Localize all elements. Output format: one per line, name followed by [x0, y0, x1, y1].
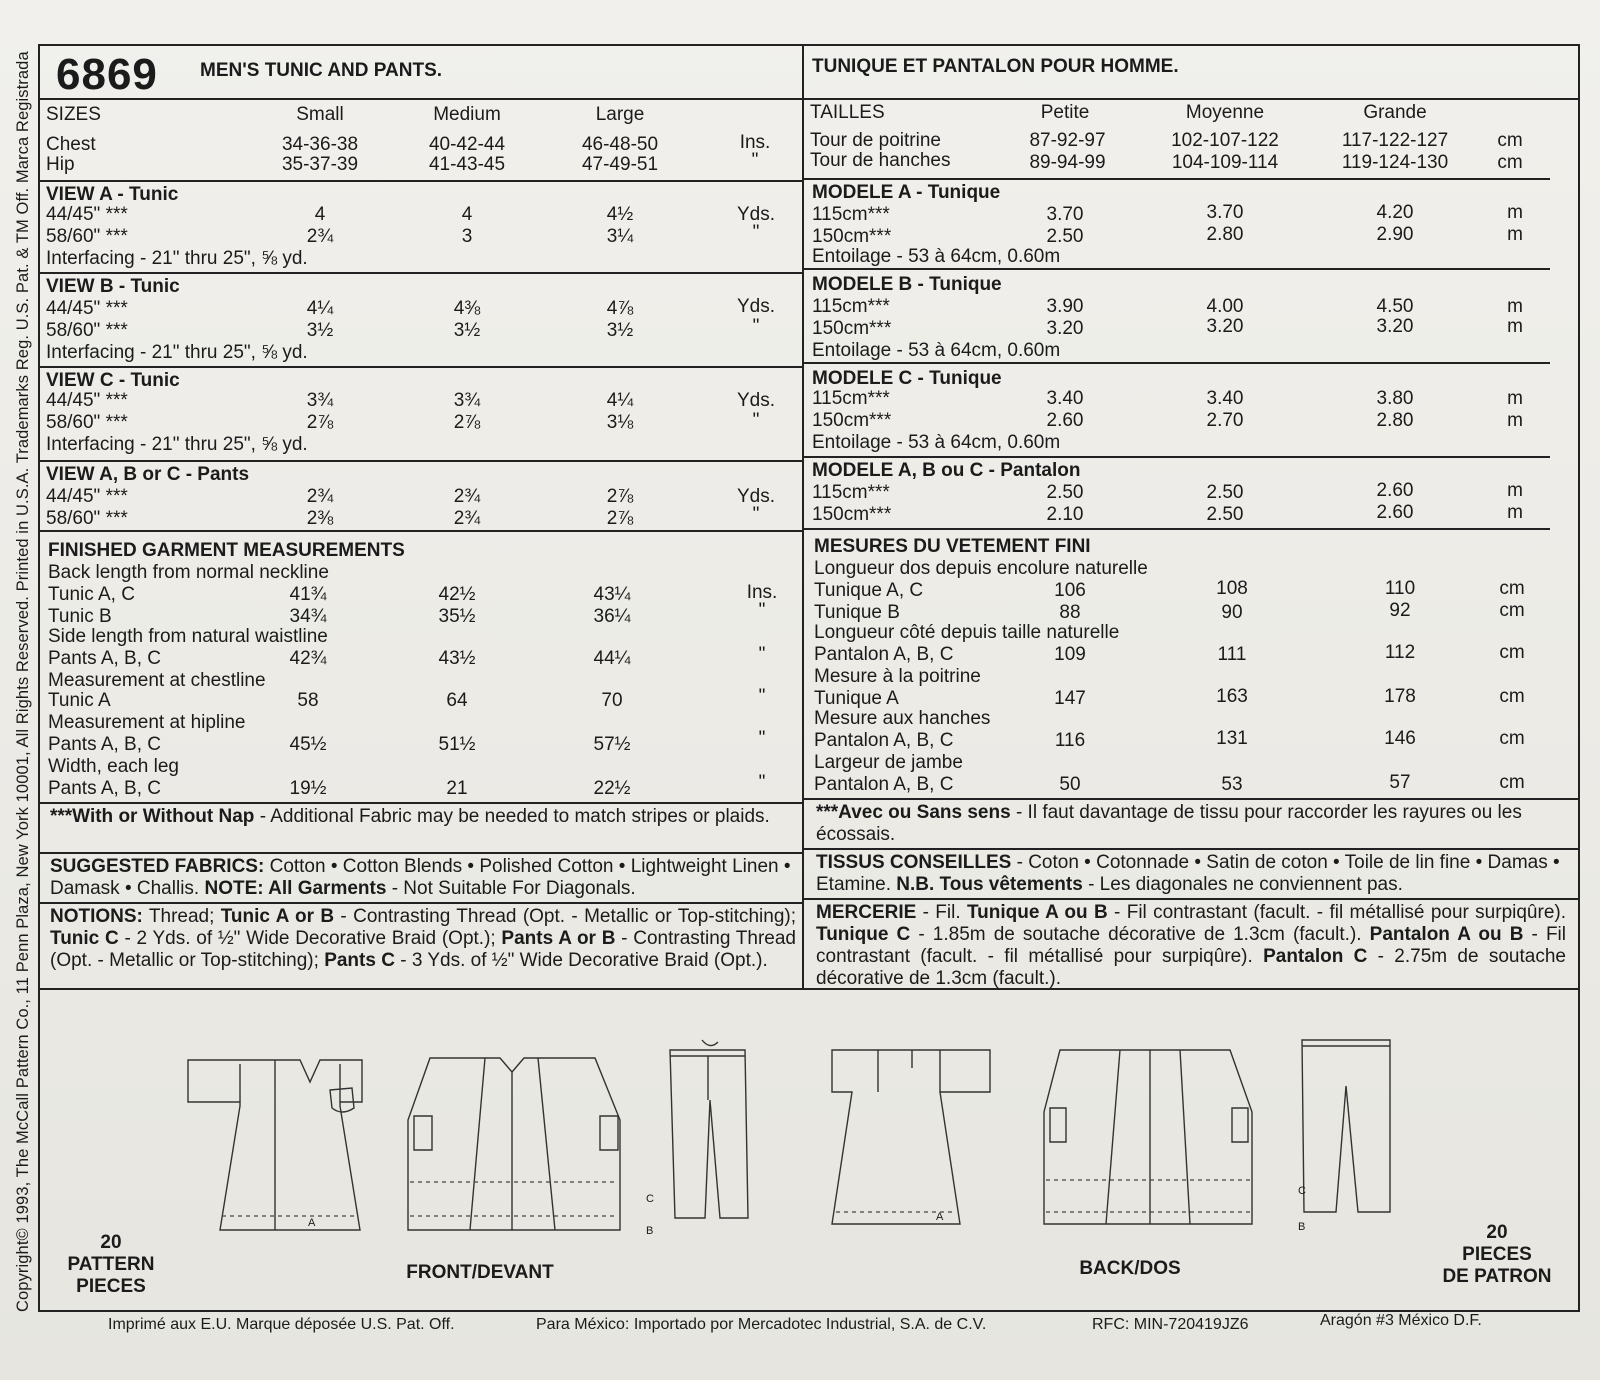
view-title: MODELE A, B ou C - Pantalon	[812, 460, 1081, 481]
cell: 104-109-114	[1171, 152, 1279, 173]
unit: Ins.	[739, 132, 771, 153]
size-col-petite: Petite	[1040, 102, 1090, 123]
cell: 4⅞	[606, 298, 634, 319]
cell: 22½	[593, 778, 631, 799]
measure-label: Measurement at hipline	[48, 712, 246, 733]
footer-importer: Para México: Importado por Mercadotec Industrial, S.A. de C.V.	[536, 1316, 987, 1333]
cell: 2¾	[306, 486, 334, 507]
unit: "	[758, 644, 766, 665]
cell: 43¼	[593, 584, 631, 605]
unit: cm	[1499, 686, 1525, 707]
view-title: VIEW A - Tunic	[46, 184, 179, 205]
cell: 109	[1054, 644, 1086, 665]
row-label: 44/45" ***	[46, 204, 128, 225]
cell: 3¾	[453, 390, 481, 411]
notions-sub: Tunic C	[50, 928, 119, 949]
row-label: Tunic B	[48, 606, 112, 627]
cell: 57½	[593, 734, 631, 755]
cell: 3.90	[1046, 296, 1084, 317]
unit: m	[1507, 202, 1523, 223]
sizes-label-fr: TAILLES	[810, 102, 885, 123]
unit: m	[1507, 410, 1523, 431]
view-title: MODELE B - Tunique	[812, 274, 1002, 295]
cell: 40-42-44	[428, 134, 506, 155]
footer-imprime: Imprimé aux E.U. Marque déposée U.S. Pat. Off.	[108, 1316, 455, 1333]
notions-heading: MERCERIE	[816, 902, 917, 923]
view-mark-b: B	[646, 1225, 654, 1237]
unit: m	[1507, 502, 1523, 523]
cell: 47-49-51	[581, 154, 659, 175]
cell: 3.20	[1206, 316, 1244, 337]
cell: 3½	[453, 320, 481, 341]
row-label: Pants A, B, C	[48, 778, 161, 799]
cell: 2⅞	[306, 412, 334, 433]
rule	[40, 180, 802, 182]
unit: "	[752, 222, 760, 243]
pieces-label: PIECES	[76, 1276, 146, 1297]
cell: 50	[1059, 774, 1081, 795]
cell: 34¾	[289, 606, 327, 627]
cell: 3	[461, 226, 473, 247]
cell: 41-43-45	[428, 154, 506, 175]
cell: 4¼	[306, 298, 334, 319]
interfacing-note: Interfacing - 21" thru 25", ⅝ yd.	[46, 342, 308, 363]
cell: 70	[601, 690, 623, 711]
row-label: 115cm***	[812, 388, 890, 409]
fabrics-note-text: - Not Suitable For Diagonals.	[386, 878, 636, 899]
unit: m	[1507, 316, 1523, 337]
rule	[804, 528, 1550, 530]
notions-text: - 3 Yds. of ½" Wide Decorative Braid (Opt.).	[394, 950, 768, 971]
view-title: MODELE C - Tunique	[812, 368, 1002, 389]
unit: "	[751, 150, 759, 171]
cell: 3½	[306, 320, 334, 341]
row-label: 150cm***	[812, 318, 892, 339]
cell: 4⅜	[453, 298, 481, 319]
row-label: 44/45" ***	[46, 298, 128, 319]
cell: 2.50	[1206, 482, 1244, 503]
cell: 3⅛	[606, 412, 634, 433]
cell: 2.60	[1046, 410, 1084, 431]
row-label: Tunic A	[48, 690, 111, 711]
size-col-moyenne: Moyenne	[1185, 102, 1265, 123]
view-title: VIEW C - Tunic	[46, 370, 180, 391]
footer-rfc: RFC: MIN-720419JZ6	[1092, 1316, 1249, 1333]
copyright-vertical-text: Copyright© 1993, The McCall Pattern Co., 11 Penn Plaza, New York 10001, All Rights Reserved. Printed in U.S.A. Trademarks Reg. U.S. Pat. & TM Off. Marca Registrada	[14, 51, 32, 1312]
cell: 53	[1221, 774, 1243, 795]
measure-label: Measurement at chestline	[48, 670, 266, 691]
cell: 102-107-122	[1171, 130, 1279, 151]
cell: 2¾	[453, 486, 481, 507]
nap-text: - Additional Fabric may be needed to match stripes or plaids.	[254, 806, 770, 827]
row-label: 58/60" ***	[46, 320, 128, 341]
row-label: 150cm***	[812, 504, 892, 525]
cell: 2.50	[1046, 482, 1084, 503]
column-divider	[802, 44, 804, 988]
cell: 3¾	[306, 390, 334, 411]
row-label: Pantalon A, B, C	[814, 644, 954, 665]
cell: 116	[1054, 730, 1086, 751]
cell: 106	[1054, 580, 1086, 601]
size-col-small: Small	[296, 104, 344, 125]
cell: 2.50	[1046, 226, 1084, 247]
row-label: 58/60" ***	[46, 412, 128, 433]
view-mark-c-back: C	[1298, 1185, 1306, 1197]
unit: Yds.	[736, 390, 776, 411]
notions-text: - 2 Yds. of ½" Wide Decorative Braid (Opt.);	[118, 928, 502, 949]
unit: "	[752, 316, 760, 337]
unit: cm	[1499, 772, 1525, 793]
cell: 92	[1389, 600, 1411, 621]
measure-label: Longueur dos depuis encolure naturelle	[814, 558, 1148, 579]
row-label: Pantalon A, B, C	[814, 774, 954, 795]
nap-heading: ***With or Without Nap	[50, 806, 255, 827]
row-label: Tour de poitrine	[810, 130, 941, 151]
pattern-pieces-fr	[1432, 1222, 1562, 1288]
cell: 35½	[438, 606, 476, 627]
notions-text: - Fil.	[916, 902, 967, 923]
front-pants-drawing	[670, 1040, 748, 1218]
cell: 3.20	[1376, 316, 1414, 337]
row-label: 150cm***	[812, 226, 892, 247]
unit: cm	[1499, 600, 1525, 621]
cell: 34-36-38	[281, 134, 359, 155]
rule	[40, 272, 802, 274]
rule	[40, 530, 802, 532]
cell: 2¾	[453, 508, 481, 529]
cell: 4¼	[606, 390, 634, 411]
cell: 2.60	[1376, 480, 1414, 501]
notions-sub: Pants C	[324, 950, 395, 971]
view-mark-b-back: B	[1298, 1221, 1306, 1233]
view-title: VIEW A, B or C - Pants	[46, 464, 250, 485]
unit: "	[752, 410, 760, 431]
cell: 3.20	[1046, 318, 1084, 339]
nap-note-en	[50, 806, 796, 828]
back-tunic-b-drawing	[1044, 1050, 1252, 1224]
pieces-count: 20	[100, 1232, 122, 1253]
cell: 2.60	[1376, 502, 1414, 523]
rule	[804, 268, 1550, 270]
cell: 178	[1384, 686, 1416, 707]
technical-drawings	[40, 990, 1580, 1310]
fabrics-text: - Coton • Cotonnade • Satin de coton • Toile de lin fine • Damas • Etamine.	[816, 852, 1560, 895]
notions-sub: Tunic A or B	[220, 906, 335, 927]
cell: 2⅜	[306, 508, 334, 529]
cell: 4	[461, 204, 473, 225]
front-tunic-b-drawing	[408, 1058, 620, 1230]
cell: 2.80	[1376, 410, 1414, 431]
rule	[40, 902, 802, 904]
interfacing-note: Interfacing - 21" thru 25", ⅝ yd.	[46, 248, 308, 269]
cell: 2.70	[1206, 410, 1244, 431]
notions-text: - 1.85m de soutache décorative de 1.3cm (facult.).	[910, 924, 1370, 945]
unit: Yds.	[736, 204, 776, 225]
pattern-pieces-en	[56, 1232, 166, 1298]
unit: "	[758, 600, 766, 621]
notions-heading: NOTIONS:	[50, 906, 143, 927]
cell: 147	[1054, 688, 1086, 709]
cell: 131	[1216, 728, 1248, 749]
fabrics-note-text: - Les diagonales ne conviennent pas.	[1082, 874, 1403, 895]
rule	[40, 802, 802, 804]
rule	[40, 852, 802, 854]
row-label: Tunique A, C	[814, 580, 924, 601]
unit: cm	[1499, 728, 1525, 749]
front-devant-label: FRONT/DEVANT	[406, 1262, 554, 1283]
cell: 90	[1221, 602, 1243, 623]
cell: 146	[1384, 728, 1416, 749]
unit: "	[758, 772, 766, 793]
unit: cm	[1499, 578, 1525, 599]
entoilage-note: Entoilage - 53 à 64cm, 0.60m	[812, 340, 1061, 361]
interfacing-note: Interfacing - 21" thru 25", ⅝ yd.	[46, 434, 308, 455]
view-mark-c: C	[646, 1193, 654, 1205]
cell: 4	[314, 204, 326, 225]
rule	[804, 898, 1580, 900]
rule	[804, 456, 1550, 458]
measure-label: Back length from normal neckline	[48, 562, 329, 583]
view-mark-a-back: A	[936, 1211, 944, 1223]
fabrics-note-heading: N.B. Tous vêtements	[896, 874, 1083, 895]
row-label: Tunique A	[814, 688, 899, 709]
unit: "	[752, 504, 760, 525]
back-pants-drawing	[1302, 1040, 1390, 1212]
pieces-label: DE PATRON	[1442, 1266, 1552, 1287]
cell: 3.40	[1046, 388, 1084, 409]
cell: 111	[1217, 644, 1247, 665]
title-french: TUNIQUE ET PANTALON POUR HOMME.	[812, 56, 1179, 77]
row-label: 115cm***	[812, 204, 890, 225]
row-label: Chest	[46, 134, 96, 155]
footer-address: Aragón #3 México D.F.	[1320, 1312, 1482, 1329]
rule	[804, 178, 1550, 180]
pattern-number: 6869	[56, 50, 158, 99]
cell: 44¼	[593, 648, 631, 669]
cell: 43½	[438, 648, 476, 669]
cell: 41¾	[289, 584, 327, 605]
cell: 42¾	[289, 648, 327, 669]
cell: 2¾	[306, 226, 334, 247]
cell: 64	[446, 690, 468, 711]
row-label: Pants A, B, C	[48, 648, 161, 669]
unit: "	[758, 686, 766, 707]
notions-text: - 2.75m de soutache décorative de 1.3cm (facult.).	[816, 946, 1566, 989]
cell: 88	[1059, 602, 1081, 623]
unit: m	[1507, 224, 1523, 245]
cell: 4.00	[1206, 296, 1244, 317]
section-title: MESURES DU VETEMENT FINI	[814, 536, 1091, 557]
cell: 2.50	[1206, 504, 1244, 525]
view-title: VIEW B - Tunic	[46, 276, 180, 297]
entoilage-note: Entoilage - 53 à 64cm, 0.60m	[812, 246, 1061, 267]
header-rule	[40, 98, 1580, 100]
notions-sub: Tunique C	[816, 924, 911, 945]
unit: Ins.	[746, 582, 778, 603]
view-mark-a: A	[308, 1217, 316, 1229]
cell: 110	[1384, 578, 1416, 599]
cell: 46-48-50	[581, 134, 659, 155]
cell: 4½	[606, 204, 634, 225]
size-col-grande: Grande	[1363, 102, 1427, 123]
unit: "	[758, 728, 766, 749]
suggested-fabrics-en	[50, 856, 800, 900]
cell: 58	[297, 690, 319, 711]
size-col-large: Large	[595, 104, 645, 125]
cell: 89-94-99	[1029, 152, 1106, 173]
row-label: 115cm***	[812, 482, 890, 503]
cell: 35-37-39	[281, 154, 359, 175]
measure-label: Mesure à la poitrine	[814, 666, 981, 687]
rule	[40, 366, 802, 368]
suggested-fabrics-fr	[816, 852, 1566, 896]
cell: 51½	[438, 734, 476, 755]
row-label: Pantalon A, B, C	[814, 730, 954, 751]
cell: 108	[1216, 578, 1248, 599]
unit: Yds.	[736, 296, 776, 317]
cell: 87-92-97	[1029, 130, 1106, 151]
cell: 2⅞	[606, 486, 634, 507]
notions-sub: Pantalon A ou B	[1369, 924, 1524, 945]
pieces-count: 20	[1486, 1222, 1508, 1243]
notions-sub: Tunique A ou B	[966, 902, 1108, 923]
unit: m	[1507, 480, 1523, 501]
notions-text: - Contrasting Thread (Opt. - Metallic or Top-stitching);	[334, 906, 797, 927]
cell: 112	[1384, 642, 1416, 663]
entoilage-note: Entoilage - 53 à 64cm, 0.60m	[812, 432, 1061, 453]
section-title: FINISHED GARMENT MEASUREMENTS	[48, 540, 405, 561]
unit: cm	[1497, 130, 1523, 151]
row-label: Tunique B	[814, 602, 900, 623]
notions-text: - Fil contrastant (facult. - fil métallisé pour surpiqûre).	[816, 924, 1566, 967]
title-english: MEN'S TUNIC AND PANTS.	[200, 60, 443, 81]
cell: 2.90	[1376, 224, 1414, 245]
measure-label: Mesure aux hanches	[814, 708, 991, 729]
cell: 3¼	[606, 226, 634, 247]
notions-text: Thread;	[142, 906, 221, 927]
row-label: 58/60" ***	[46, 508, 128, 529]
cell: 3.80	[1376, 388, 1414, 409]
cell: 4.20	[1376, 202, 1414, 223]
cell: 45½	[289, 734, 327, 755]
measure-label: Side length from natural waistline	[48, 626, 328, 647]
cell: 3½	[606, 320, 634, 341]
row-label: 58/60" ***	[46, 226, 128, 247]
notions-text: - Contrasting Thread (Opt. - Metallic or Top-stitching);	[50, 928, 796, 971]
back-tunic-a-drawing	[832, 1050, 990, 1224]
nap-heading: ***Avec ou Sans sens	[816, 802, 1011, 823]
row-label: Hip	[46, 154, 75, 175]
row-label: Tour de hanches	[810, 150, 951, 171]
rule	[804, 848, 1580, 850]
cell: 4.50	[1376, 296, 1414, 317]
cell: 57	[1389, 772, 1411, 793]
unit: m	[1507, 388, 1523, 409]
cell: 2⅞	[453, 412, 481, 433]
notions-fr	[816, 902, 1566, 990]
fabrics-note-heading: NOTE: All Garments	[204, 878, 387, 899]
notions-sub: Pantalon C	[1263, 946, 1368, 967]
unit: Yds.	[736, 486, 776, 507]
cell: 117-122-127	[1341, 130, 1449, 151]
measure-label: Largeur de jambe	[814, 752, 963, 773]
notions-sub: Pants A or B	[501, 928, 616, 949]
row-label: 115cm***	[812, 296, 890, 317]
front-tunic-a-drawing	[188, 1060, 362, 1230]
rule	[804, 362, 1550, 364]
notions-text: - Fil contrastant (facult. - fil métallisé pour surpiqûre).	[1107, 902, 1567, 923]
cell: 21	[446, 778, 468, 799]
rule	[804, 798, 1580, 800]
cell: 119-124-130	[1341, 152, 1449, 173]
pieces-label: PIECES	[1462, 1244, 1532, 1265]
back-dos-label: BACK/DOS	[1079, 1258, 1181, 1279]
cell: 3.70	[1206, 202, 1244, 223]
row-label: 44/45" ***	[46, 390, 128, 411]
rule	[40, 460, 802, 462]
nap-text: - Il faut davantage de tissu pour raccorder les rayures ou les écossais.	[816, 802, 1522, 845]
unit: m	[1507, 296, 1523, 317]
cell: 3.70	[1046, 204, 1084, 225]
sizes-label: SIZES	[46, 104, 101, 125]
cell: 36¼	[593, 606, 631, 627]
cell: 163	[1216, 686, 1248, 707]
cell: 2.10	[1046, 504, 1084, 525]
cell: 42½	[438, 584, 476, 605]
cell: 19½	[289, 778, 327, 799]
row-label: 44/45" ***	[46, 486, 128, 507]
measure-label: Width, each leg	[48, 756, 179, 777]
pieces-label: PATTERN	[67, 1254, 155, 1275]
fabrics-heading: TISSUS CONSEILLES	[816, 852, 1012, 873]
size-col-medium: Medium	[433, 104, 501, 125]
measure-label: Longueur côté depuis taille naturelle	[814, 622, 1120, 643]
notions-en	[50, 906, 796, 972]
view-title: MODELE A - Tunique	[812, 182, 1001, 203]
row-label: Pants A, B, C	[48, 734, 161, 755]
cell: 2.80	[1206, 224, 1244, 245]
fabrics-heading: SUGGESTED FABRICS:	[50, 856, 265, 877]
row-label: Tunic A, C	[48, 584, 135, 605]
fabrics-text: Cotton • Cotton Blends • Polished Cotton • Lightweight Linen • Damask • Challis.	[50, 856, 791, 899]
unit: cm	[1497, 152, 1523, 173]
cell: 2⅞	[606, 508, 634, 529]
row-label: 150cm***	[812, 410, 892, 431]
nap-note-fr	[816, 802, 1566, 846]
unit: cm	[1499, 642, 1525, 663]
cell: 3.40	[1206, 388, 1244, 409]
